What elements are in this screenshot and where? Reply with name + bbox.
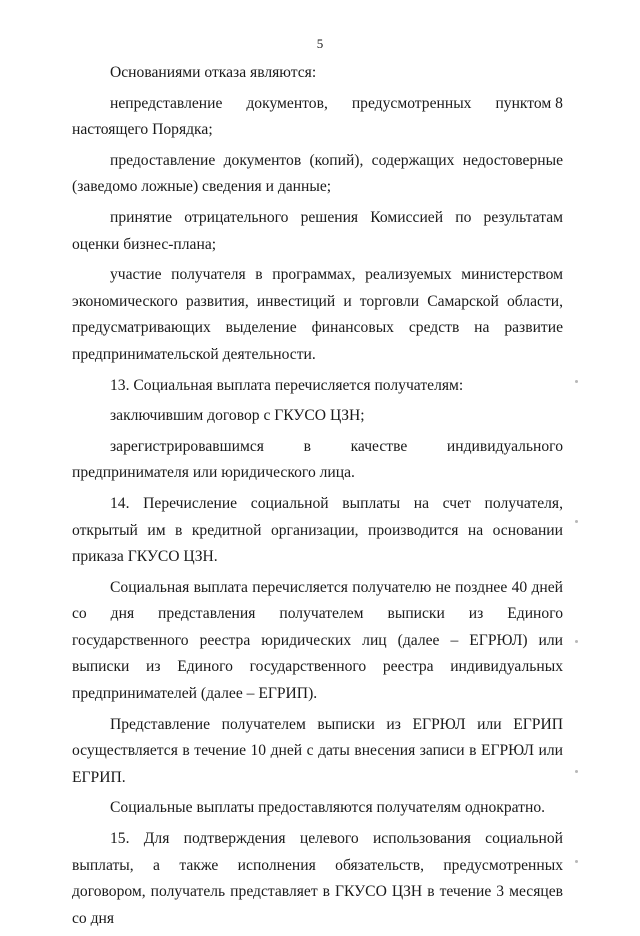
document-body <box>72 60 563 936</box>
scan-speck <box>575 640 578 643</box>
scan-speck <box>575 380 578 383</box>
paragraph-extract-submission: Представление получателем выписки из ЕГРЮЛ или ЕГРИП осуществляется в течение 10 дней с даты внесения записи в ЕГРЮЛ или ЕГРИП. <box>72 715 563 786</box>
paragraph-false-documents: предоставление документов (копий), содержащих недостоверные (заведомо ложные) сведения и данные; <box>72 151 563 196</box>
paragraph-section-13: 13. Социальная выплата перечисляется получателям: <box>110 376 464 394</box>
word: зарегистрировавшимся <box>110 437 264 455</box>
scan-speck <box>575 770 578 773</box>
word: в <box>303 437 311 455</box>
paragraph-line: предпринимателя или юридического лица. <box>72 464 355 482</box>
word: непредставление <box>110 94 223 112</box>
scan-speck <box>575 520 578 523</box>
word: пунктом 8 <box>495 94 563 112</box>
paragraph-contract: заключившим договор с ГКУСО ЦЗН; <box>110 407 365 425</box>
paragraph-registered <box>72 434 563 487</box>
word: предусмотренных <box>351 94 472 112</box>
paragraph-one-time-payment: Социальные выплаты предоставляются получателям однократно. <box>110 799 546 817</box>
word: документов, <box>246 94 328 112</box>
word: качестве <box>350 437 408 455</box>
paragraph-line <box>72 434 563 461</box>
paragraph-payment-deadline: Социальная выплата перечисляется получателю не позднее 40 дней со дня представления получателем выписки из Единого государственного реестра юридических лиц (далее – ЕГРЮЛ) или выписки из Единого государственного реестра индивидуальных предпринимателей (далее – ЕГРИП). <box>72 578 563 703</box>
page-number: 5 <box>316 36 324 51</box>
paragraph-line <box>72 91 563 118</box>
paragraph-commission-decision: принятие отрицательного решения Комиссией по результатам оценки бизнес-плана; <box>72 208 563 253</box>
scan-speck <box>575 860 578 863</box>
paragraph-refusal-grounds: Основаниями отказа являются: <box>110 64 317 81</box>
paragraph-section-14: 14. Перечисление социальной выплаты на счет получателя, открытый им в кредитной организации, производится на основании приказа ГКУСО ЦЗН. <box>72 494 563 566</box>
paragraph-program-participation: участие получателя в программах, реализуемых министерством экономического развития, инвестиций и торговли Самарской области, предусматривающих выделение финансовых средств на развитие предпринимательской деятельности. <box>72 266 563 363</box>
paragraph-section-15: 15. Для подтверждения целевого использования социальной выплаты, а также исполнения обязательств, предусмотренных договором, получатель представляет в ГКУСО ЦЗН в течение 3 месяцев со дня <box>72 830 563 927</box>
paragraph-non-submission <box>72 91 563 144</box>
word: индивидуального <box>446 437 563 455</box>
paragraph-line: настоящего Порядка; <box>72 121 213 139</box>
